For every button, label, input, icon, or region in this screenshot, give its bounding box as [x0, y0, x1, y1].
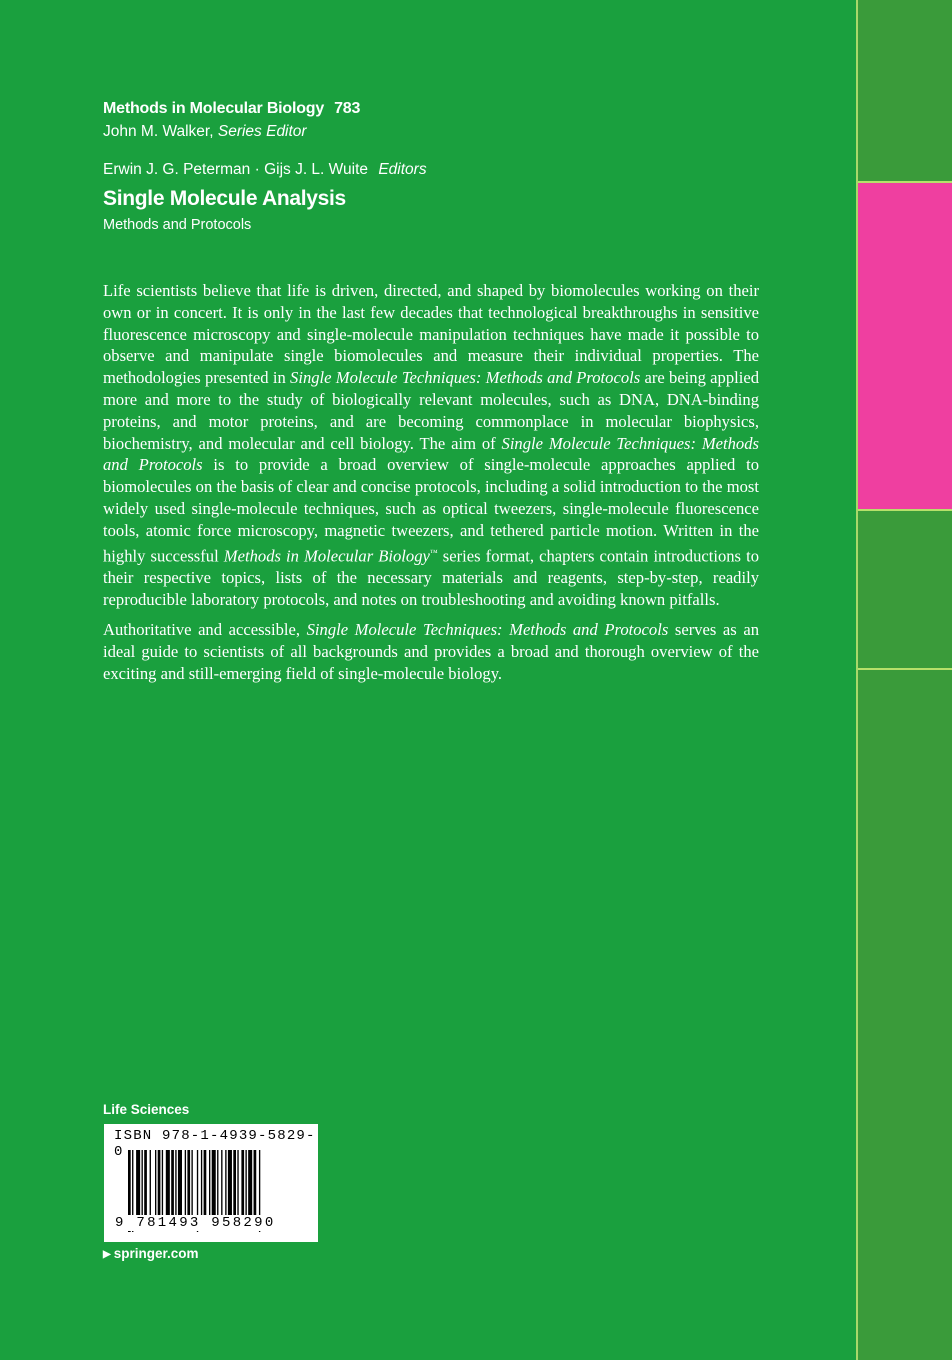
book-title: Single Molecule Analysis: [103, 187, 346, 210]
isbn-number: ISBN 978-1-4939-5829-0: [114, 1128, 316, 1160]
barcode-bar: [142, 1150, 143, 1216]
series-name: Methods in Molecular Biology: [103, 100, 325, 117]
barcode-bar: [136, 1150, 140, 1216]
series-volume: 783: [334, 100, 361, 117]
barcode-bar: [162, 1150, 163, 1216]
series-line: [103, 98, 803, 120]
barcode-bar: [228, 1150, 232, 1216]
barcode-bar: [155, 1150, 156, 1216]
barcode-bar: [158, 1150, 161, 1216]
description-text: serves as an ideal guide to scientists of all backgrounds and provides a broad and thorough overview of the exciting and still-emerging field of single-molecule biology.: [103, 620, 759, 684]
description-text: is to provide a broad overview of single-molecule approaches applied to biomolecules on the basis of clear and concise protocols, including a solid introduction to the most widely used single-molecule techniques, such as optical tweezers, single-molecule fluorescence tools, atomic force microscopy, magnetic tweezers, and tethered particle motion. Written in the highly successful: [103, 455, 759, 566]
barcode-bar: [187, 1150, 190, 1216]
barcode-digits-text: 9 781493 958290: [115, 1215, 276, 1231]
description-paragraph: [103, 619, 759, 684]
editors-line: [103, 158, 803, 182]
barcode-bar: [204, 1150, 207, 1216]
book-description: [103, 280, 759, 694]
book-title-reference: Single Molecule Techniques: Methods and Protocols: [103, 433, 759, 475]
barcode-bar: [254, 1150, 257, 1216]
description-text: Authoritative and accessible,: [103, 620, 307, 640]
series-reference: Methods in Molecular Biology: [223, 546, 430, 566]
description-text: are being applied more and more to the study of biologically relevant molecules, such as DNA, DNA-binding proteins, and motor proteins, and are becoming commonplace in molecular biophysics, biochemistry, and molecular and cell biology. The aim of: [103, 368, 760, 453]
barcode-bar: [166, 1150, 170, 1216]
description-text: series format, chapters contain introductions to their respective topics, lists of the necessary materials and reagents, step-by-step, readily reproducible laboratory protocols, and notes on troubleshooting and avoiding known pitfalls.: [103, 546, 760, 609]
category-label: Life Sciences: [103, 1102, 190, 1117]
barcode-bar: [248, 1150, 252, 1216]
book-subtitle: Methods and Protocols: [103, 217, 252, 233]
editors-role: Editors: [378, 161, 427, 178]
barcode-bar: [144, 1150, 147, 1216]
series-editor-name: John M. Walker,: [103, 123, 214, 140]
arrow-right-icon: ▶: [103, 1249, 111, 1260]
barcode-digits: [114, 1215, 277, 1231]
barcode-bar: [221, 1150, 222, 1216]
book-title-reference: Single Molecule Techniques: Methods and Protocols: [306, 620, 669, 640]
barcode-bar: [150, 1150, 151, 1216]
barcode-bar: [233, 1150, 236, 1216]
barcode-bar: [245, 1150, 246, 1216]
barcode-bar: [209, 1150, 210, 1216]
barcode-bar: [201, 1150, 202, 1216]
barcode-bar: [241, 1150, 244, 1216]
barcode-bar: [212, 1150, 216, 1216]
barcode-bar: [225, 1150, 226, 1216]
editors-names: Erwin J. G. Peterman · Gijs J. L. Wuite: [103, 161, 369, 178]
series-editor-line: [103, 120, 803, 144]
publisher-website[interactable]: [103, 1246, 198, 1261]
website-text: springer.com: [113, 1246, 199, 1261]
barcode-bar: [178, 1150, 182, 1216]
book-title-reference: Single Molecule Techniques: Methods and Protocols: [290, 368, 641, 388]
isbn-barcode-box: [104, 1124, 318, 1242]
description-text: Life scientists believe that life is driven, directed, and shaped by biomolecules working on their own or in concert. It is only in the last few decades that technological breakthroughs in sensitive fluorescence microscopy and single-molecule manipulation techniques have made it possible to observe and manipulate single biomolecules and measure their individual properties. The methodologies presented in: [103, 281, 759, 388]
barcode-bar: [217, 1150, 218, 1216]
barcode-bar: [191, 1150, 192, 1216]
barcode-bar: [237, 1150, 238, 1216]
spine-pink-band: [858, 181, 952, 511]
spine-divider: [858, 668, 952, 670]
spine-strip: [856, 0, 952, 1360]
description-paragraph: [103, 280, 759, 610]
barcode-bar: [171, 1150, 174, 1216]
barcode-bar: [185, 1150, 186, 1216]
trademark-symbol: ™: [429, 547, 438, 557]
series-editor-role: Series Editor: [217, 123, 307, 140]
barcode-bar: [175, 1150, 176, 1216]
cover-header: [103, 98, 803, 236]
